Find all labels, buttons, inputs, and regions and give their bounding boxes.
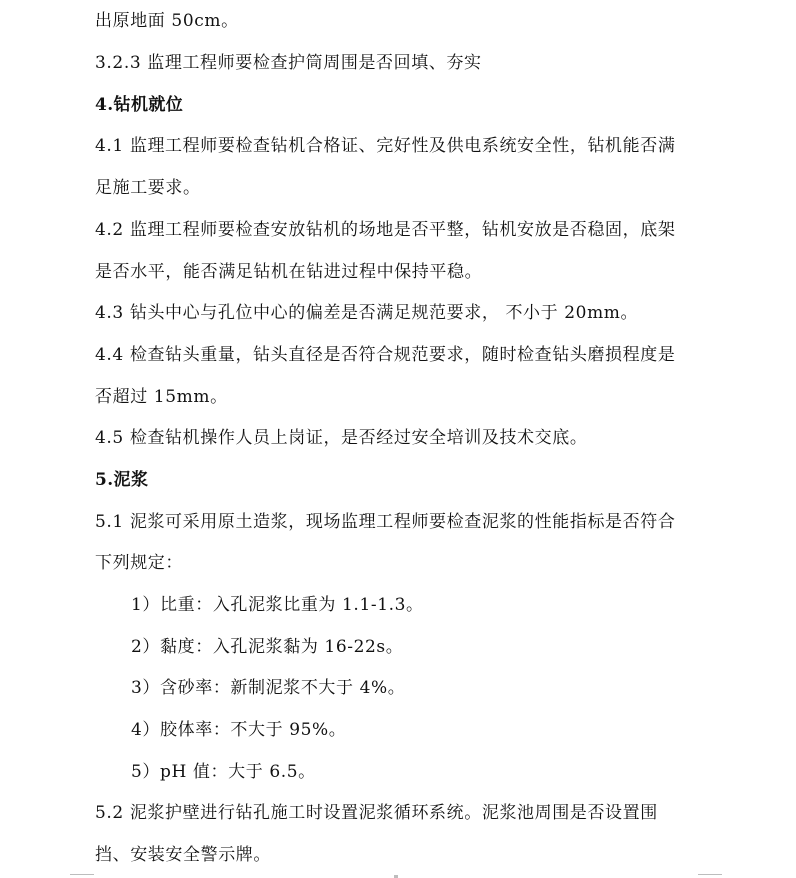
- margin-mark: [70, 874, 94, 875]
- list-item: 1）比重：入孔泥浆比重为 1.1-1.3。: [131, 595, 424, 615]
- section-5-2: 5.2 泥浆护壁进行钻孔施工时设置泥浆循环系统。泥浆池周围是否设置围: [95, 803, 658, 823]
- text-line: 足施工要求。: [95, 178, 201, 198]
- list-item: 4）胶体率：不大于 95%。: [131, 720, 347, 740]
- section-4-2: 4.2 监理工程师要检查安放钻机的场地是否平整，钻机安放是否稳固，底架: [95, 220, 676, 240]
- section-4-3: 4.3 钻头中心与孔位中心的偏差是否满足规范要求， 不小于 20mm。: [95, 303, 639, 323]
- section-4-4: 4.4 检查钻头重量，钻头直径是否符合规范要求，随时检查钻头磨损程度是: [95, 345, 676, 365]
- list-item: 2）黏度：入孔泥浆黏为 16-22s。: [131, 637, 404, 657]
- text-line: 是否水平，能否满足钻机在钻进过程中保持平稳。: [95, 262, 483, 282]
- list-item: 3）含砂率：新制泥浆不大于 4%。: [131, 678, 406, 698]
- heading-drill-positioning: 4.钻机就位: [95, 95, 184, 115]
- list-item: 5）pH 值：大于 6.5。: [131, 762, 316, 782]
- margin-mark: [698, 874, 722, 875]
- text-line: 下列规定：: [95, 553, 183, 573]
- section-5-1: 5.1 泥浆可采用原土造浆，现场监理工程师要检查泥浆的性能指标是否符合: [95, 512, 676, 532]
- heading-mud: 5.泥浆: [95, 470, 149, 490]
- text-line: 挡、安装安全警示牌。: [95, 845, 271, 865]
- text-line: 否超过 15mm。: [95, 387, 228, 407]
- section-4-5: 4.5 检查钻机操作人员上岗证，是否经过安全培训及技术交底。: [95, 428, 588, 448]
- text-line: 出原地面 50cm。: [95, 11, 239, 31]
- section-4-1: 4.1 监理工程师要检查钻机合格证、完好性及供电系统安全性，钻机能否满: [95, 136, 676, 156]
- section-3-2-3: 3.2.3 监理工程师要检查护筒周围是否回填、夯实: [95, 53, 482, 73]
